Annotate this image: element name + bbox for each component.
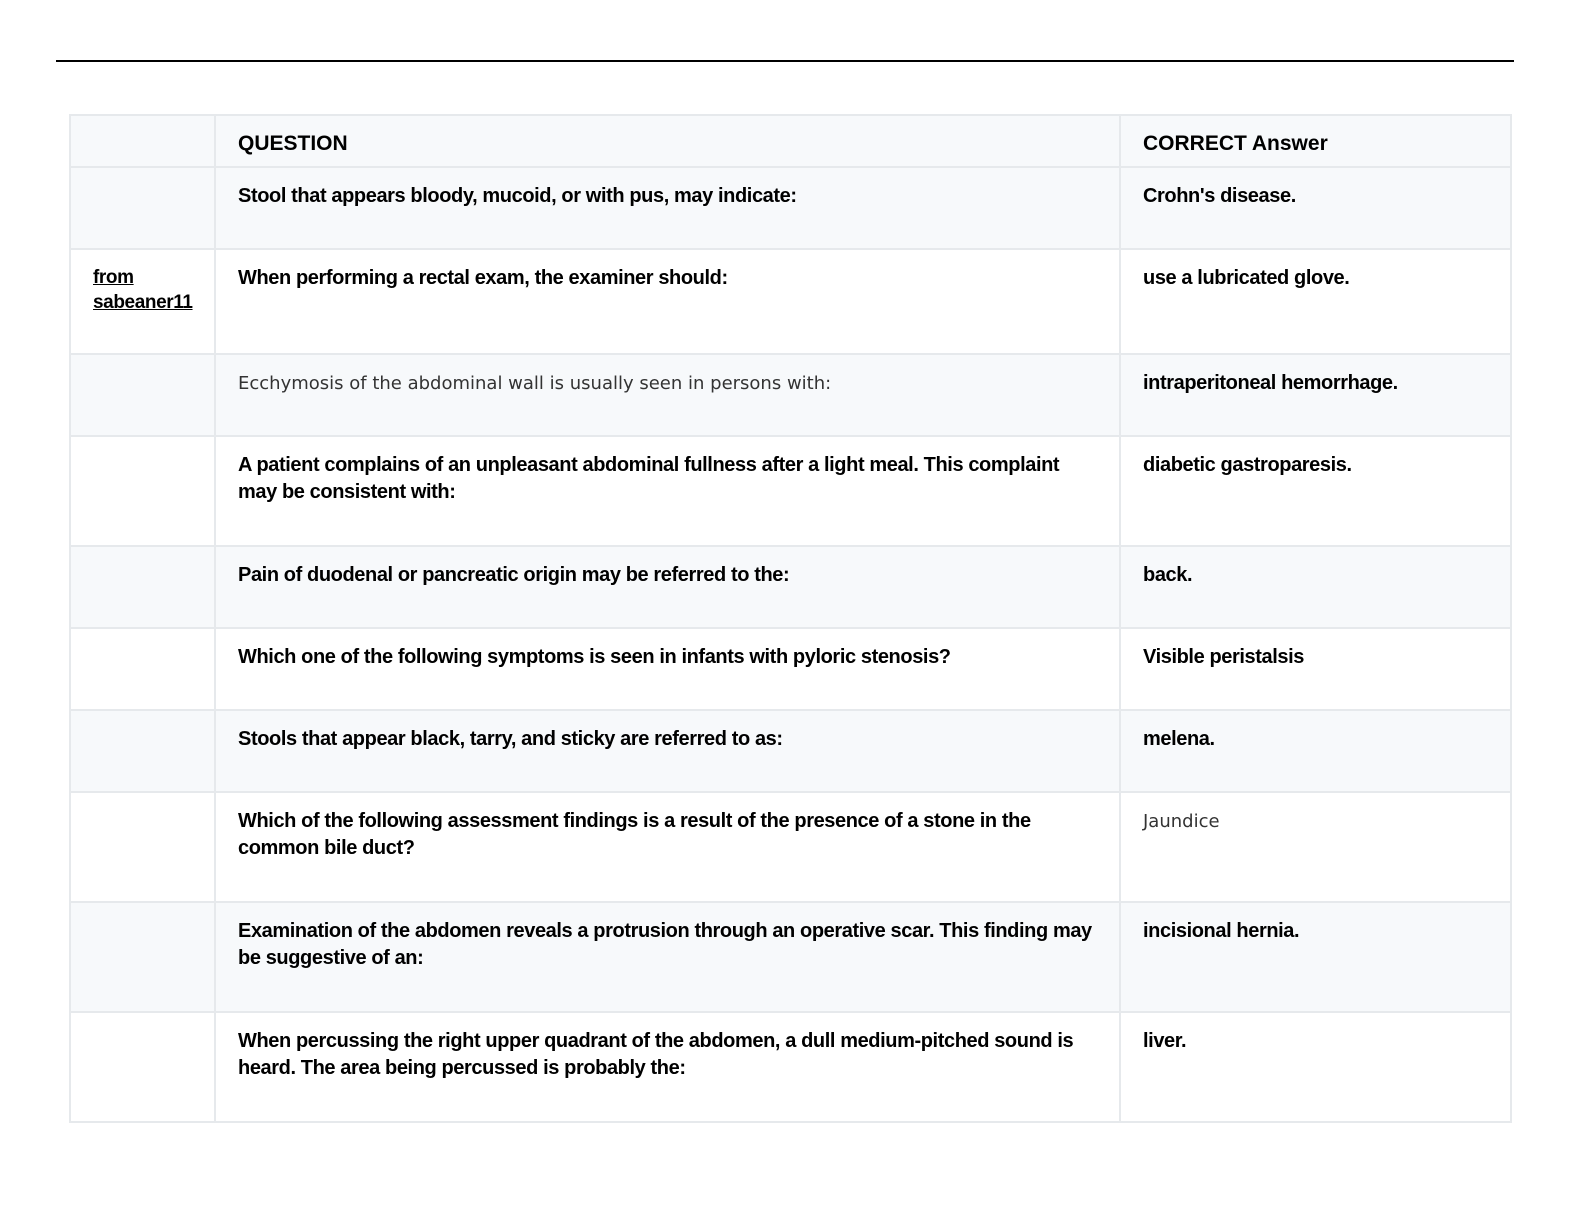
question-text: Pain of duodenal or pancreatic origin may be referred to the: (238, 564, 790, 586)
answer-text: Visible peristalsis (1143, 646, 1305, 668)
source-cell (70, 167, 215, 249)
answer-cell (1120, 710, 1511, 792)
header-question-cell (215, 115, 1120, 167)
question-cell (215, 628, 1120, 710)
answer-cell (1120, 354, 1511, 436)
answer-text: diabetic gastroparesis. (1143, 454, 1352, 476)
source-cell (70, 792, 215, 902)
answer-text: Jaundice (1143, 811, 1220, 832)
answer-cell (1120, 1012, 1511, 1122)
table-row (70, 354, 1511, 436)
table-row (70, 902, 1511, 1012)
question-answer-table (69, 114, 1512, 1123)
question-text: Ecchymosis of the abdominal wall is usually seen in persons with: (238, 373, 832, 394)
source-cell (70, 546, 215, 628)
question-text: When percussing the right upper quadrant of the abdomen, a dull medium-pitched sound is heard. The area being percussed is probably the: (238, 1030, 1074, 1079)
table-row (70, 436, 1511, 546)
source-link-username[interactable]: sabeaner11 (93, 292, 193, 313)
question-column-header: QUESTION (238, 132, 348, 155)
question-text: Stools that appear black, tarry, and sticky are referred to as: (238, 728, 783, 750)
source-cell (70, 710, 215, 792)
question-text: Which of the following assessment findings is a result of the presence of a stone in the common bile duct? (238, 810, 1031, 859)
question-cell (215, 436, 1120, 546)
source-cell (70, 902, 215, 1012)
question-cell (215, 249, 1120, 354)
answer-text: use a lubricated glove. (1143, 267, 1350, 289)
question-text: Examination of the abdomen reveals a protrusion through an operative scar. This finding may be suggestive of an: (238, 920, 1092, 969)
answer-column-header: CORRECT Answer (1143, 132, 1328, 155)
table-row (70, 710, 1511, 792)
answer-text: liver. (1143, 1030, 1187, 1052)
question-text: Stool that appears bloody, mucoid, or with pus, may indicate: (238, 185, 797, 207)
answer-text: Crohn's disease. (1143, 185, 1296, 207)
source-link-from[interactable]: from (93, 267, 134, 288)
table-row (70, 792, 1511, 902)
question-cell (215, 902, 1120, 1012)
table-row (70, 249, 1511, 354)
table-row (70, 1012, 1511, 1122)
table-row (70, 167, 1511, 249)
table-row (70, 628, 1511, 710)
question-text: A patient complains of an unpleasant abdominal fullness after a light meal. This complaint may be consistent with: (238, 454, 1060, 503)
answer-text: melena. (1143, 728, 1215, 750)
answer-cell (1120, 249, 1511, 354)
answer-cell (1120, 436, 1511, 546)
answer-text: intraperitoneal hemorrhage. (1143, 372, 1398, 394)
answer-cell (1120, 167, 1511, 249)
question-cell (215, 546, 1120, 628)
header-source-cell (70, 115, 215, 167)
answer-cell (1120, 902, 1511, 1012)
question-text: When performing a rectal exam, the examiner should: (238, 267, 728, 289)
source-cell (70, 436, 215, 546)
answer-cell (1120, 628, 1511, 710)
table-header-row (70, 115, 1511, 167)
source-cell (70, 354, 215, 436)
question-cell (215, 167, 1120, 249)
answer-cell (1120, 792, 1511, 902)
top-horizontal-rule (56, 60, 1514, 62)
header-answer-cell (1120, 115, 1511, 167)
answer-cell (1120, 546, 1511, 628)
question-cell (215, 354, 1120, 436)
source-cell (70, 1012, 215, 1122)
answer-text: incisional hernia. (1143, 920, 1300, 942)
source-cell (70, 628, 215, 710)
source-cell (70, 249, 215, 354)
table-row (70, 546, 1511, 628)
question-cell (215, 1012, 1120, 1122)
question-cell (215, 792, 1120, 902)
answer-text: back. (1143, 564, 1193, 586)
question-text: Which one of the following symptoms is seen in infants with pyloric stenosis? (238, 646, 951, 668)
question-cell (215, 710, 1120, 792)
